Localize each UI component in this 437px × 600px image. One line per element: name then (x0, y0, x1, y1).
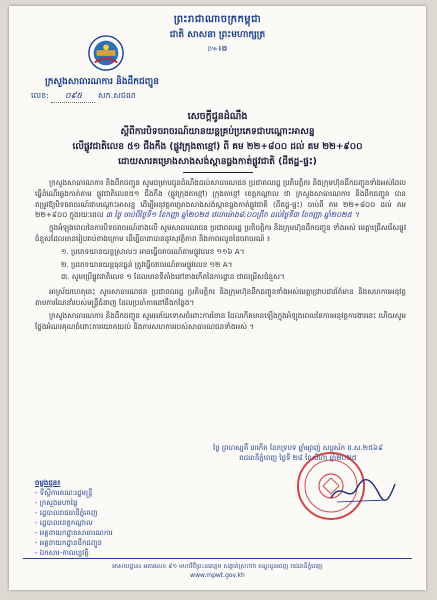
solar-date: រាជធានីភ្នំពេញ ថ្ងៃទី ២៨ ខែសីហា ឆ្នាំ២០២៥ (239, 454, 357, 462)
kingdom-title: ព្រះរាជាណាចក្រកម្ពុជា (173, 14, 262, 25)
ref-suffix: សក.សជណ (98, 91, 136, 100)
minister-signature (327, 476, 397, 506)
body-paragraph-3: អាស្រ័យហេតុនេះ សូមសាធារណជន ប្រជាពលរដ្ឋ ប្រតិបត្តិករ និងក្រុមហ៊ុនដឹកជញ្ជូនទាំងអស់មេត្តាជ្រាបជាព័ត៌មាន និងសហការអនុវត្តតាមការណែនាំរបស់មន្ត្រីជំនាញ ដែលប្រចាំការនៅនឹងកន្លែង។ (35, 287, 406, 307)
notice-heading: សេចក្ដីជូនដំណឹង (187, 111, 248, 122)
notice-body (35, 178, 406, 334)
doc-header (9, 12, 426, 55)
ministry-logo (87, 34, 125, 72)
header-ornament: ៚៛៙ (207, 44, 228, 53)
list-item: - ឯកសារ-កាលប្បវត្តិ (35, 549, 89, 557)
reference-number (31, 90, 136, 103)
list-item: - ក្រសួងមហាផ្ទៃ (35, 499, 78, 507)
ministry-block (27, 76, 177, 89)
footer-divider (23, 558, 412, 559)
list-item: ២. ប្រភេទយានយន្តធុនធ្ងន់ ត្រូវធ្វើចរាចរណ៍តាមផ្លូវលេខ ១២ A។ (61, 259, 233, 269)
body-paragraph-1 (35, 178, 406, 221)
list-item: - ទីស្ដីការគណៈរដ្ឋមន្ត្រី (35, 489, 93, 497)
ref-number: ០៩៥ (51, 90, 95, 103)
footer-website: www.mpwt.gov.kh (190, 572, 245, 579)
body-paragraph-4: ក្រសួងសាធារណការ និងដឹកជញ្ជូន សូមអភ័យទោសចំពោះការរំខាន ដែលកើតមានឡើងក្នុងអំឡុងពេលនៃការអនុវត្តការងារនេះ ហើយសូមថ្លែងអំណរគុណចំពោះការយោគយល់ និងការសហការរបស់សាធារណជនទាំងអស់ ។ (35, 310, 406, 331)
closure-period: ៣ ថ្ងៃ ចាប់ពីថ្ងៃទី១ ខែកញ្ញា ឆ្នាំ២០២៥ វេលាម៉ោង៨:០០ព្រឹក ដល់ថ្ងៃទី៣ ខែកញ្ញា ឆ្នាំ២០២៥ ។ (105, 210, 359, 220)
footer-address: អាសយដ្ឋាន៖ អគារលេខ ៩១ មហាវិថីព្រះនរោត្តម សង្កាត់ស្រះចក ខណ្ឌដូនពេញ រាជធានីភ្នំពេញ (112, 563, 323, 570)
ministry-name: ក្រសួងសាធារណការ និងដឹកជញ្ជូន (45, 77, 159, 87)
list-item: - អគ្គនាយកដ្ឋានដឹកជញ្ជូន (35, 539, 102, 547)
list-item: ១. ប្រភេទយានយន្តស្រាលៗ អាចធ្វើចរាចរណ៍តាមផ្លូវលេខ ១១៦ A។ (61, 246, 245, 256)
notice-reason: ដោយសារគម្រោងសាងសង់ស្ពានធ្លងកាត់ផ្លូវជាតិ (ដីឥដ្ឋ-ផ្ទះ) (118, 157, 317, 167)
body-paragraph-1-text: ក្រសួងសាធារណការ និងដឹកជញ្ជូន សូមជម្រាបជូនដំណឹងដល់សាធារណជន ប្រជាពលរដ្ឋ ប្រតិបត្តិករ និងក្រុមហ៊ុនដឹកជញ្ជូនទាំងអស់ដែលធ្វើដំណើរឆ្លងកាត់តាម ផ្លូវជាតិលេខ៥១ ជឹងកឹង (ផ្លូវក្រុងតាខ្មៅ) ក្រុងតាខ្មៅ ខេត្តកណ្ដាល ថា ក្រសួងសាធារណការ និងដឹកជញ្ជូន បានតម្រូវឱ្យបិទចរាចរណ៍ជាបណ្ដោះអាសន្ន ដើម្បីអនុវត្តគម្រោងសាងសង់ស្ពានធ្លងកាត់ផ្លូវជាតិ (ដីឥដ្ឋ-ផ្ទះ) ចាប់ពី គម ២២+៨០០ ដល់ គម ២២+៩០០ ក្នុងរយៈពេល (35, 178, 406, 220)
recipients-title: ចម្លងជូន៖ (35, 479, 61, 487)
footer (23, 562, 412, 580)
list-item: - រដ្ឋបាលរាជធានីភ្នំពេញ (35, 509, 98, 517)
national-motto: ជាតិ សាសនា ព្រះមហាក្សត្រ (169, 30, 266, 40)
list-item: ៣. សូមប្រើផ្លូវជាតិលេខ ១ ដែលមានទីតាំងនៅខាងកើតនៃការដ្ឋាន ជាជម្រើសជំនួស។ (61, 272, 285, 282)
ref-label: លេខ: (31, 91, 49, 100)
list-item: - អគ្គនាយកដ្ឋានសាធារណការ (35, 529, 113, 537)
title-underline (183, 172, 253, 173)
notice-subject: ស្ដីពីការបិទចរាចរណ៍យានយន្ដគ្រប់ប្រភេទជាបណ្ដោះអាសន្ន (120, 127, 315, 137)
notice-title (69, 110, 366, 173)
alternate-routes-list (61, 247, 406, 283)
recipients-list (35, 478, 113, 558)
list-item: - រដ្ឋបាលខេត្តកណ្ដាល (35, 519, 93, 527)
lunar-date: ថ្ងៃ ព្រហស្បតិ៍ ៣កើត ខែភទ្របទ ឆ្នាំម្សាញ់ សប្តស័ក ព.ស.២៥៦៩ (213, 444, 383, 452)
body-paragraph-2: ក្នុងអំឡុងពេលនៃការបិទចរាចរណ៍ខាងលើ សូមសាធារណជន ប្រជាពលរដ្ឋ ប្រតិបត្តិករ និងក្រុមហ៊ុនដឹកជញ្ជូន ទាំងអស់ មេត្តាជ្រើសរើសផ្លូវជំនួសដែលមានរៀបរាប់ខាងក្រោម ដើម្បីធានាបាននូវសុវត្ថិភាព និងភាពរលូននៃចរាចរណ៍ ៖ (35, 223, 406, 243)
notice-location: លើផ្លូវជាតិលេខ ៥១ ជឹងកឹង (ផ្លូវក្រុងតាខ្មៅ) ពី គម ២២+៨០០ ដល់ គម ២២+៩០០ (72, 142, 363, 152)
document-page (9, 6, 426, 590)
